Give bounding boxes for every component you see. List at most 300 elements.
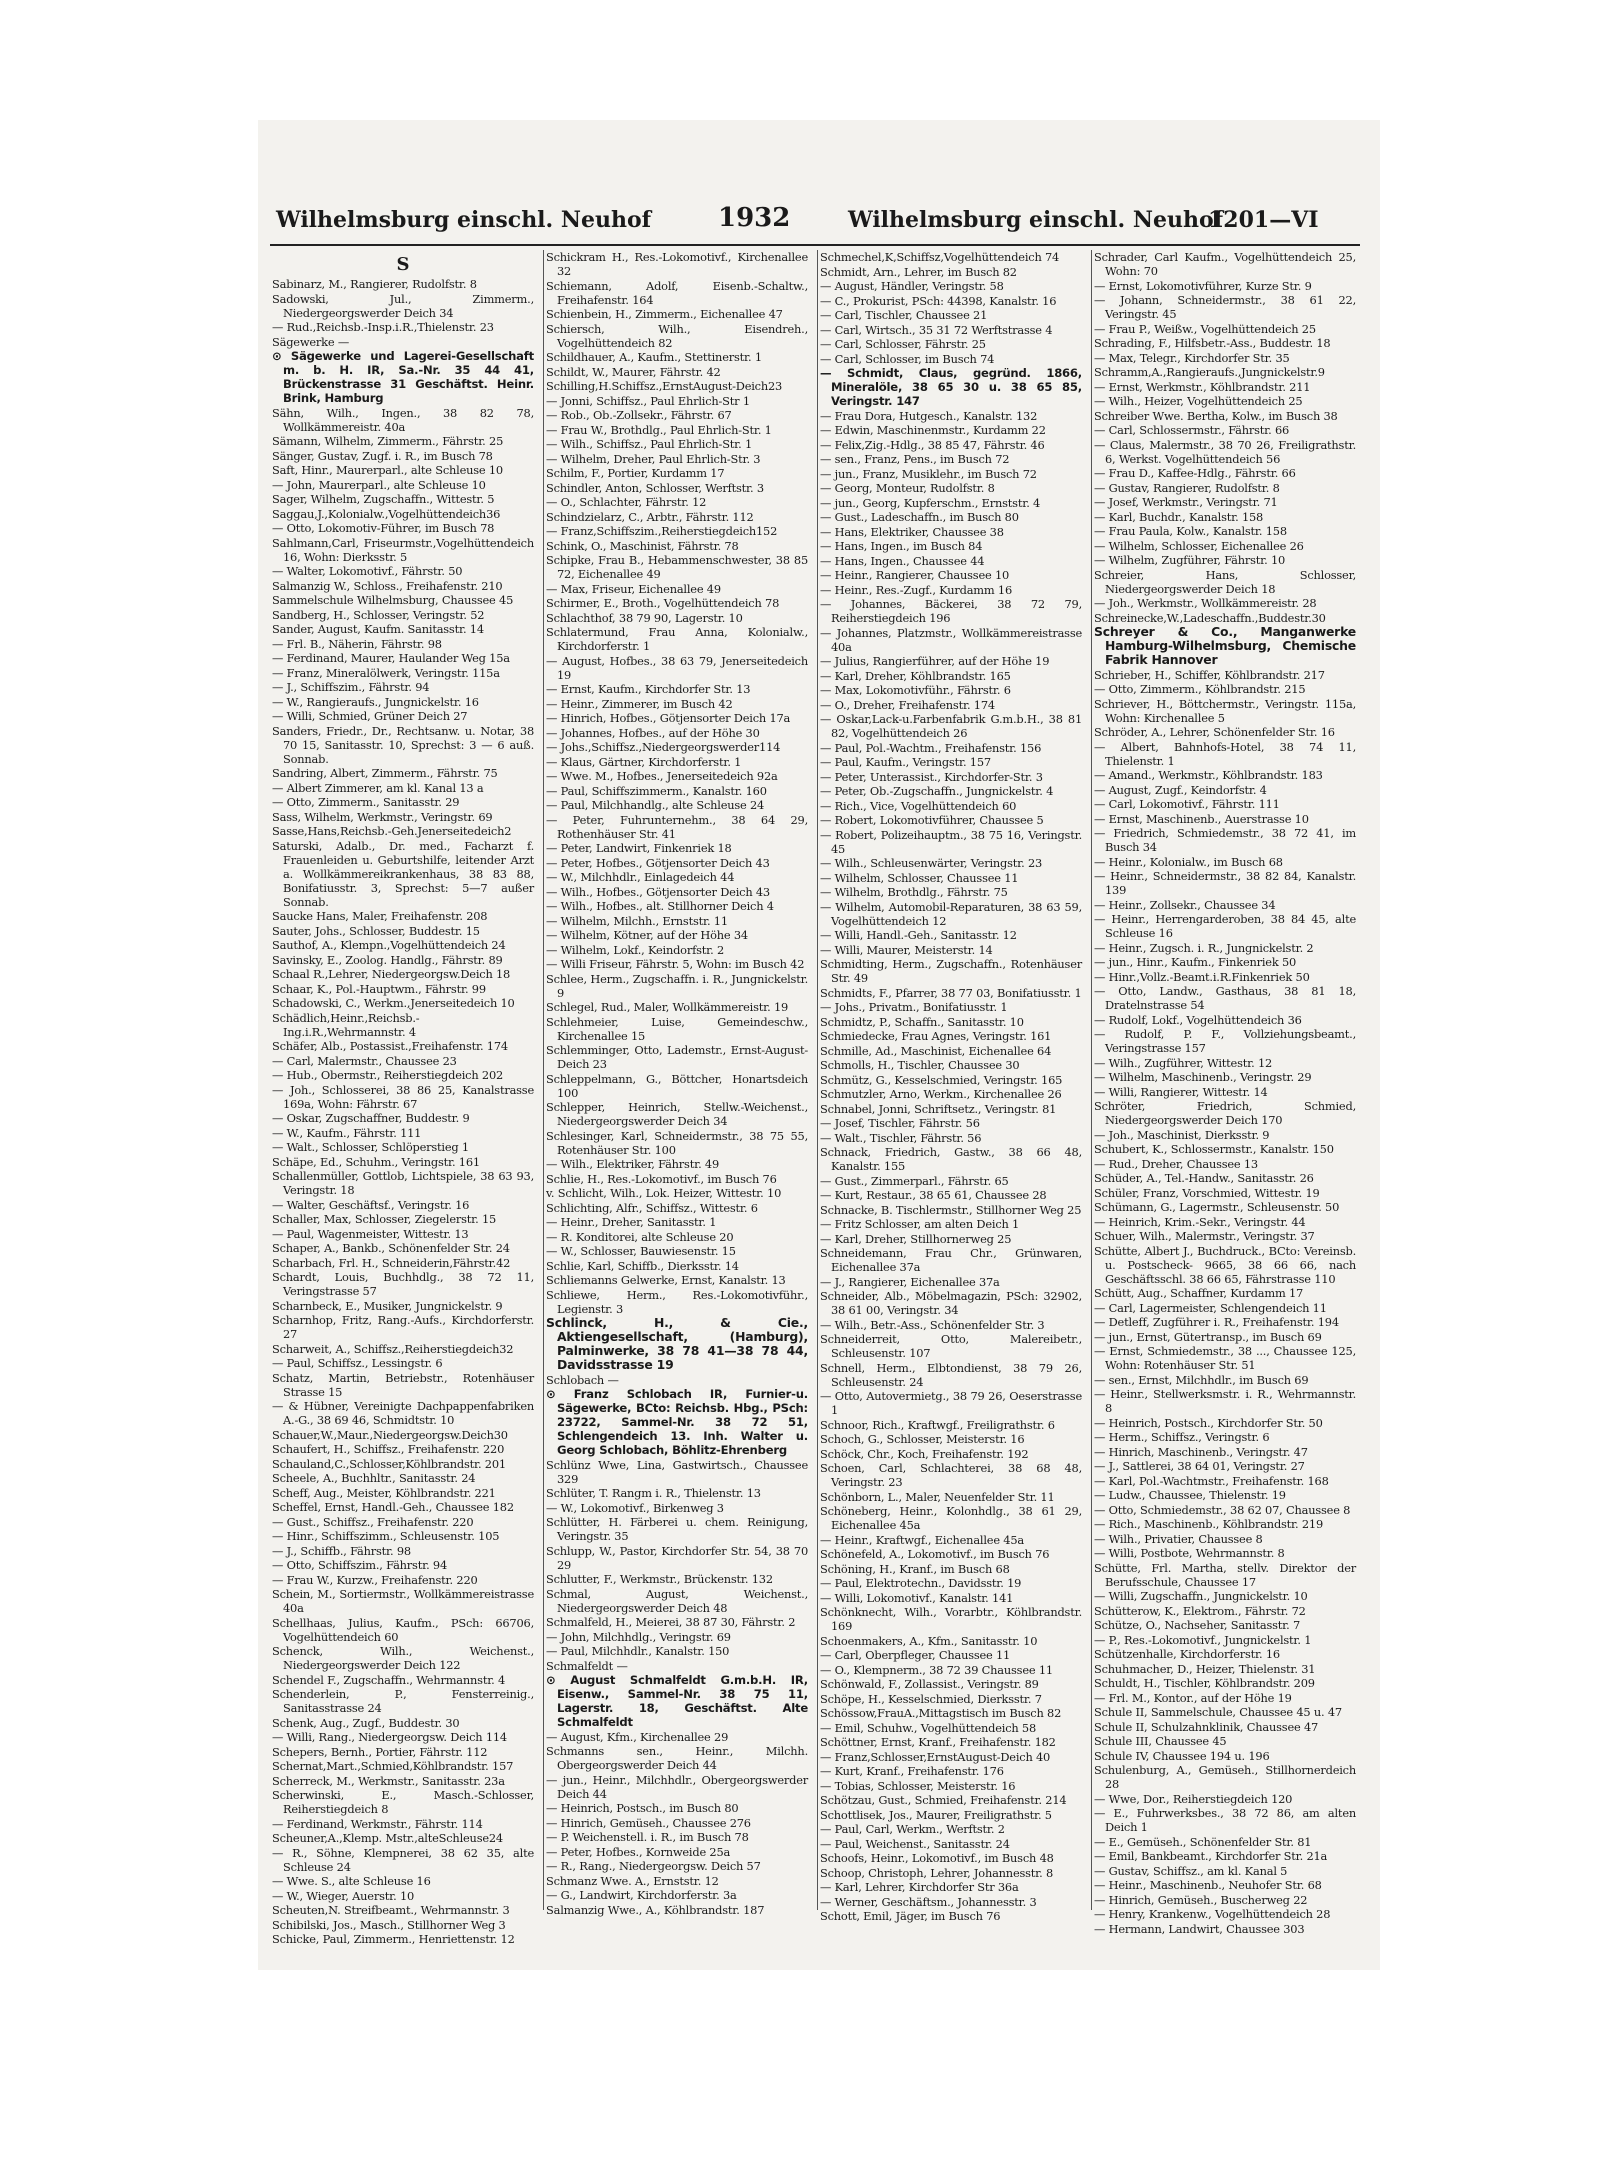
directory-entry: — Heinr., Herrengarderoben, 38 84 45, alte Schleuse 16: [1094, 912, 1356, 940]
directory-entry: — W., Lokomotivf., Birkenweg 3: [546, 1500, 724, 1515]
directory-entry: — Gustav, Rangierer, Rudolfstr. 8: [1094, 480, 1280, 495]
directory-entry: — Josef, Tischler, Fährstr. 56: [820, 1116, 980, 1130]
directory-entry: — Franz, Mineralölwerk, Veringstr. 115a: [272, 665, 500, 680]
directory-entry: Schütte, Frl. Martha, stellv. Direktor der Berufsschule, Chaussee 17: [1094, 1560, 1356, 1589]
directory-entry: Schaper, A., Bankb., Schönenfelder Str. 24: [272, 1241, 510, 1255]
directory-entry: — Willi, Lokomotivf., Kanalstr. 141: [820, 1590, 1014, 1605]
directory-entry: — jun., Hinr., Kaufm., Finkenriek 50: [1094, 955, 1297, 969]
directory-entry: — Peter, Unterassist., Kirchdorfer-Str. 3: [820, 769, 1043, 784]
directory-entry: — August, Zugf., Keindorfstr. 4: [1094, 782, 1267, 797]
directory-entry: Schenck, Wilh., Weichenst., Niedergeorgswerder Deich 122: [272, 1644, 534, 1672]
directory-entry: — Robert, Polizeihauptm., 38 75 16, Veringstr. 45: [820, 827, 1082, 856]
directory-entry: — Heinr., Dreher, Sanitasstr. 1: [546, 1215, 717, 1229]
directory-entry: Schoofs, Heinr., Lokomotivf., im Busch 48: [820, 1851, 1054, 1865]
directory-entry: Scharbach, Frl. H., Schneiderin,Fährstr.42: [272, 1255, 511, 1270]
directory-entry: Schmidt, Arn., Lehrer, im Busch 82: [820, 264, 1017, 279]
directory-entry: Schlichting, Alfr., Schiffsz., Wittestr. 6: [546, 1200, 758, 1215]
directory-entry: — Emil, Schuhw., Vogelhüttendeich 58: [820, 1720, 1037, 1735]
directory-entry: Scharnhop, Fritz, Rang.-Aufs., Kirchdorferstr. 27: [272, 1313, 534, 1341]
directory-entry: — Wilh., Betr.-Ass., Schönenfelder Str. 3: [820, 1317, 1045, 1332]
directory-entry: — Ernst, Lokomotivführer, Kurze Str. 9: [1094, 278, 1312, 293]
directory-entry: — Max, Telegr., Kirchdorfer Str. 35: [1094, 350, 1290, 365]
directory-entry: — Heinr., Stellwerksmstr. i. R., Wehrmannstr. 8: [1094, 1387, 1356, 1415]
directory-entry: Schildhauer, A., Kaufm., Stettinerstr. 1: [546, 350, 762, 364]
directory-entry: Schule IV, Chaussee 194 u. 196: [1094, 1748, 1270, 1763]
directory-entry: — Henry, Krankenw., Vogelhüttendeich 28: [1094, 1907, 1331, 1921]
directory-entry: — Gust., Schiffsz., Freihafenstr. 220: [272, 1514, 474, 1529]
directory-entry: Schilm, F., Portier, Kurdamm 17: [546, 466, 725, 480]
directory-entry: — Heinrich, Postsch., Kirchdorfer Str. 50: [1094, 1415, 1323, 1430]
directory-entry: — Walter, Geschäftsf., Veringstr. 16: [272, 1197, 470, 1212]
directory-entry: Schoch, G., Schlosser, Meisterstr. 16: [820, 1432, 1025, 1446]
directory-entry: Schädlich,Heinr.,Reichsb.-Ing.i.R.,Wehrmannstr. 4: [272, 1010, 420, 1039]
directory-entry: — Walter, Lokomotivf., Fährstr. 50: [272, 564, 463, 578]
directory-entry: Schmidtz, P., Schaffn., Sanitasstr. 10: [820, 1014, 1024, 1029]
section-letter: S: [396, 254, 410, 275]
directory-entry: — Wwe. M., Hofbes., Jenerseitedeich 92a: [546, 769, 778, 783]
directory-entry: Schnacke, B. Tischlermstr., Stillhorner Weg 25: [820, 1202, 1082, 1217]
directory-entry: Schoop, Christoph, Lehrer, Johannesstr. 8: [820, 1865, 1054, 1880]
directory-entry: Schildt, W., Maurer, Fährstr. 42: [546, 364, 721, 379]
directory-entry: Schadowski, C., Werkm.,Jenerseitedeich 10: [272, 996, 515, 1010]
directory-entry: Schernat,Mart.,Schmied,Köhlbrandstr. 157: [272, 1759, 514, 1773]
directory-entry: Schmechel,K,Schiffsz,Vogelhüttendeich 74: [820, 250, 1060, 264]
directory-entry: — Wilh., Hofbes., Götjensorter Deich 43: [546, 884, 770, 899]
directory-entry: — Georg, Monteur, Rudolfstr. 8: [820, 481, 995, 495]
directory-entry: — Johannes, Platzmstr., Wollkämmereistrasse 40a: [820, 625, 1082, 654]
directory-entry: — Willi, Rangierer, Wittestr. 14: [1094, 1084, 1268, 1099]
directory-entry: — O., Schlachter, Fährstr. 12: [546, 495, 707, 509]
directory-entry: Sähn, Wilh., Ingen., 38 82 78, Wollkämmereistr. 40a: [272, 405, 534, 434]
directory-entry: Schaar, K., Pol.-Hauptwm., Fährstr. 99: [272, 981, 486, 996]
directory-entry: Schenk, Aug., Zugf., Buddestr. 30: [272, 1715, 460, 1730]
directory-entry: — C., Prokurist, PSch: 44398, Kanalstr. 16: [820, 293, 1057, 308]
directory-entry: — Carl, Tischler, Chaussee 21: [820, 308, 988, 322]
directory-entry: — E., Fuhrwerksbes., 38 72 86, am alten Deich 1: [1094, 1806, 1356, 1834]
directory-entry: — Karl, Pol.-Wachtmstr., Freihafenstr. 168: [1094, 1473, 1329, 1488]
directory-entry: Schönknecht, Wilh., Vorarbtr., Köhlbrandstr. 169: [820, 1605, 1082, 1633]
directory-entry: — Robert, Lokomotivführer, Chaussee 5: [820, 813, 1044, 827]
directory-entry: — Kurt, Kranf., Freihafenstr. 176: [820, 1764, 1004, 1778]
directory-entry: — Edwin, Maschinenmstr., Kurdamm 22: [820, 423, 1046, 437]
directory-entry: Schlepper, Heinrich, Stellw.-Weichenst., Niedergeorgswerder Deich 34: [546, 1100, 808, 1128]
directory-entry: Schellhaas, Julius, Kaufm., PSch: 66706, Vogelhüttendeich 60: [272, 1615, 534, 1644]
directory-entry: — Otto, Zimmerm., Köhlbrandstr. 215: [1094, 682, 1306, 696]
directory-entry: Saggau,J.,Kolonialw.,Vogelhüttendeich36: [272, 506, 501, 521]
directory-entry: Schmiedecke, Frau Agnes, Veringstr. 161: [820, 1029, 1052, 1043]
directory-entry: — & Hübner, Vereinigte Dachpappenfabriken A.-G., 38 69 46, Schmidtstr. 10: [272, 1399, 534, 1427]
directory-entry: — Wilhelm, Lokf., Keindorfstr. 2: [546, 942, 725, 957]
directory-entry: — Peter, Hofbes., Kornweide 25a: [546, 1844, 731, 1859]
directory-entry: — Peter, Ob.-Zugschaffn., Jungnickelstr. 4: [820, 784, 1054, 798]
directory-entry: — Rob., Ob.-Zollsekr., Fährstr. 67: [546, 408, 732, 422]
directory-entry: — Heinrich, Krim.-Sekr., Veringstr. 44: [1094, 1214, 1306, 1229]
directory-entry: Schlinck, H., & Cie., Aktiengesellschaft, (Hamburg), Palminwerke, 38 78 41—38 78 44, Davidsstrasse 19: [546, 1315, 808, 1372]
directory-entry: Schmütz, G., Kesselschmied, Veringstr. 165: [820, 1072, 1063, 1087]
directory-entry: — Johannes, Bäckerei, 38 72 79, Reiherstiegdeich 196: [820, 597, 1082, 625]
directory-entry: — Herm., Schiffsz., Veringstr. 6: [1094, 1430, 1270, 1444]
directory-entry: Schule II, Sammelschule, Chaussee 45 u. 47: [1094, 1705, 1342, 1719]
directory-entry: Sasse,Hans,Reichsb.-Geh.Jenerseitedeich2: [272, 824, 512, 838]
year-label: 1932: [718, 203, 791, 233]
directory-entry: Schlie, H., Res.-Lokomotivf., im Busch 76: [546, 1171, 777, 1186]
directory-entry: — Gustav, Schiffsz., am kl. Kanal 5: [1094, 1863, 1288, 1878]
directory-entry: Schienbein, H., Zimmerm., Eichenallee 47: [546, 307, 783, 321]
directory-entry: Schössow,FrauA.,Mittagstisch im Busch 82: [820, 1706, 1062, 1720]
directory-entry: Schott, Emil, Jäger, im Busch 76: [820, 1909, 1001, 1923]
directory-entry: Schlesinger, Karl, Schneidermstr., 38 75 55, Rotenhäuser Str. 100: [546, 1128, 808, 1157]
directory-entry: — P. Weichenstell. i. R., im Busch 78: [546, 1830, 749, 1844]
directory-entry: — Hans, Ingen., im Busch 84: [820, 539, 983, 553]
directory-entry: — jun., Franz, Musiklehr., im Busch 72: [820, 466, 1037, 481]
directory-entry: — Frau P., Weißw., Vogelhüttendeich 25: [1094, 321, 1316, 336]
directory-entry: Schümann, G., Lagermstr., Schleusenstr. 50: [1094, 1200, 1340, 1214]
directory-entry: — jun., Heinr., Milchhdlr., Obergeorgswerder Deich 44: [546, 1772, 808, 1801]
directory-entry: Schröder, A., Lehrer, Schönenfelder Str. 16: [1094, 725, 1335, 739]
directory-entry: Schoen, Carl, Schlachterei, 38 68 48, Veringstr. 23: [820, 1461, 1082, 1489]
directory-entry: Schriever, H., Böttchermstr., Veringstr. 115a, Wohn: Kirchenallee 5: [1094, 696, 1356, 725]
directory-entry: Sabinarz, M., Rangierer, Rudolfstr. 8: [272, 277, 477, 291]
directory-entry: — Oskar,Lack-u.Farbenfabrik G.m.b.H., 38 81 82, Vogelhüttendeich 26: [820, 712, 1082, 740]
directory-entry: — Claus, Malermstr., 38 70 26, Freiligrathstr. 6, Werkst. Vogelhüttendeich 56: [1094, 437, 1356, 466]
directory-entry: Sander, August, Kaufm. Sanitasstr. 14: [272, 622, 484, 636]
directory-entry: Schmutzler, Arno, Werkm., Kirchenallee 26: [820, 1087, 1062, 1101]
directory-entry: Schmal, August, Weichenst., Niedergeorgswerder Deich 48: [546, 1586, 808, 1615]
directory-entry: Schreier, Hans, Schlosser, Niedergeorgswerder Deich 18: [1094, 567, 1356, 596]
directory-entry: — Carl, Schlosser, im Busch 74: [820, 351, 995, 366]
directory-entry: — Wilh., Schleusenwärter, Veringstr. 23: [820, 856, 1043, 870]
directory-entry: — John, Milchhdlg., Veringstr. 69: [546, 1629, 731, 1644]
directory-entry: Schaufert, H., Schiffsz., Freihafenstr. 220: [272, 1442, 505, 1456]
directory-entry: — Karl, Buchdr., Kanalstr. 158: [1094, 509, 1264, 524]
directory-entry: — Otto, Schiffszim., Fährstr. 94: [272, 1558, 448, 1572]
directory-entry: — Ferdinand, Maurer, Haulander Weg 15a: [272, 651, 510, 665]
directory-entry: — Willi, Maurer, Meisterstr. 14: [820, 942, 993, 957]
directory-entry: Schmidting, Herm., Zugschaffn., Rotenhäuser Str. 49: [820, 957, 1082, 985]
directory-entry: — Franz,Schiffszim.,Reiherstiegdeich152: [546, 524, 778, 538]
directory-entry: — Ernst, Schmiedemstr., 38 ..., Chaussee 125, Wohn: Rotenhäuser Str. 51: [1094, 1344, 1356, 1372]
directory-entry: Schneiderreit, Otto, Malereibetr., Schleusenstr. 107: [820, 1332, 1082, 1360]
directory-entry: — Detleff, Zugführer i. R., Freihafenstr. 194: [1094, 1315, 1339, 1329]
directory-entry: — Gust., Zimmerparl., Fährstr. 65: [820, 1173, 1009, 1188]
directory-entry: — Heinr., Maschinenb., Neuhofer Str. 68: [1094, 1878, 1322, 1892]
directory-entry: Schenderlein, P., Fensterreinig., Sanitasstrasse 24: [272, 1687, 534, 1715]
directory-entry: Scheuten,N. Streifbeamt., Wehrmannstr. 3: [272, 1903, 510, 1917]
directory-entry: — Wilh., Privatier, Chaussee 8: [1094, 1531, 1263, 1546]
directory-entry: — Wilhelm, Kötner, auf der Höhe 34: [546, 928, 748, 942]
directory-entry: Scharnbeck, E., Musiker, Jungnickelstr. 9: [272, 1298, 503, 1313]
directory-entry: — Frau W., Kurzw., Freihafenstr. 220: [272, 1572, 478, 1587]
directory-entry: Schreyer & Co., Manganwerke Hamburg-Wilhelmsburg, Chemische Fabrik Hannover: [1094, 624, 1356, 667]
directory-entry: — R. Konditorei, alte Schleuse 20: [546, 1229, 734, 1244]
directory-entry: Schmidts, F., Pfarrer, 38 77 03, Bonifatiusstr. 1: [820, 985, 1082, 1000]
directory-entry: Saucke Hans, Maler, Freihafenstr. 208: [272, 909, 488, 923]
directory-entry: — Oskar, Zugschaffner, Buddestr. 9: [272, 1111, 470, 1125]
directory-entry: — Heinr., Res.-Zugf., Kurdamm 16: [820, 582, 1013, 597]
header-rule: [270, 244, 1360, 246]
directory-column-4: [1094, 250, 1356, 1936]
directory-entry: Schröter, Friedrich, Schmied, Niedergeorgswerder Deich 170: [1094, 1099, 1356, 1127]
directory-entry: — W., Milchhdlr., Einlagedeich 44: [546, 870, 735, 884]
directory-entry: — Fritz Schlosser, am alten Deich 1: [820, 1217, 1020, 1231]
directory-entry: — Willi, Zugschaffn., Jungnickelstr. 10: [1094, 1589, 1308, 1603]
directory-entry: Scheuner,A.,Klemp. Mstr.,alteSchleuse24: [272, 1831, 503, 1845]
directory-entry: — Carl, Lagermeister, Schlengendeich 11: [1094, 1300, 1327, 1315]
directory-entry: Schlehmeier, Luise, Gemeindeschw., Kirchenallee 15: [546, 1014, 808, 1043]
directory-entry: — Heinr., Zugsch. i. R., Jungnickelstr. 2: [1094, 940, 1314, 955]
directory-entry: — Johs.,Schiffsz.,Niedergeorgswerder114: [546, 740, 781, 754]
directory-entry: — Friedrich, Schmiedemstr., 38 72 41, im Busch 34: [1094, 826, 1356, 854]
directory-entry: — Hinr.,Vollz.-Beamt.i.R.Finkenriek 50: [1094, 969, 1310, 984]
directory-entry: — Otto, Schmiedemstr., 38 62 07, Chaussee 8: [1094, 1502, 1351, 1517]
directory-entry: — Ernst, Kaufm., Kirchdorfer Str. 13: [546, 682, 751, 696]
directory-entry: — sen., Franz, Pens., im Busch 72: [820, 452, 1010, 466]
directory-entry: — Frl. M., Kontor., auf der Höhe 19: [1094, 1690, 1292, 1705]
directory-entry: — Johann, Schneidermstr., 38 61 22, Veringstr. 45: [1094, 293, 1356, 321]
directory-entry: Schmanz Wwe. A., Ernststr. 12: [546, 1873, 719, 1888]
directory-entry: Sammelschule Wilhelmsburg, Chaussee 45: [272, 593, 514, 607]
directory-entry: — Wwe. S., alte Schleuse 16: [272, 1874, 431, 1888]
directory-entry: — Heinrich, Postsch., im Busch 80: [546, 1801, 739, 1815]
directory-entry: ⊙ August Schmalfeldt G.m.b.H. IR, Eisenw., Sammel-Nr. 38 75 11, Lagerstr. 18, Geschäftst. Alte Schmalfeldt: [546, 1673, 808, 1729]
directory-entry: — Otto, Autovermietg., 38 79 26, Oeserstrasse 1: [820, 1389, 1082, 1417]
directory-entry: Schipke, Frau B., Hebammenschwester, 38 85 72, Eichenallee 49: [546, 553, 808, 581]
directory-entry: Schicke, Paul, Zimmerm., Henriettenstr. 12: [272, 1932, 515, 1946]
directory-entry: Schoenmakers, A., Kfm., Sanitasstr. 10: [820, 1633, 1038, 1648]
directory-entry: — Karl, Dreher, Köhlbrandstr. 165: [820, 668, 1011, 683]
directory-entry: — August, Kfm., Kirchenallee 29: [546, 1729, 729, 1744]
directory-entry: Schuhmacher, D., Heizer, Thielenstr. 31: [1094, 1661, 1316, 1676]
directory-entry: Schaal R.,Lehrer, Niedergeorgsw.Deich 18: [272, 967, 511, 981]
directory-entry: Schindzielarz, C., Arbtr., Fährstr. 112: [546, 509, 754, 524]
directory-entry: Saturski, Adalb., Dr. med., Facharzt f. Frauenleiden u. Geburtshilfe, leitender Arzt a. Wollkämmereikrankenhaus, 38 83 88, Bonifatiusstr. 3, Sprechst: 5—7 außer Sonnab.: [272, 838, 534, 909]
directory-entry: Saft, Hinr., Maurerparl., alte Schleuse 10: [272, 463, 503, 477]
directory-entry: — Paul, Weichenst., Sanitasstr. 24: [820, 1836, 1010, 1851]
directory-entry: — Hinr., Schiffszimm., Schleusenstr. 105: [272, 1529, 500, 1543]
directory-entry: — Karl, Dreher, Stillhornerweg 25: [820, 1231, 1012, 1246]
directory-entry: — Carl, Malermstr., Chaussee 23: [272, 1053, 457, 1068]
directory-entry: Schreinecke,W.,Ladeschaffn.,Buddestr.30: [1094, 610, 1326, 625]
directory-entry: — Joh., Schlosserei, 38 86 25, Kanalstrasse 169a, Wohn: Fährstr. 67: [272, 1082, 534, 1111]
directory-entry: — Wilh., Heizer, Vogelhüttendeich 25: [1094, 394, 1303, 408]
directory-entry: Schöning, H., Kranf., im Busch 68: [820, 1561, 1010, 1576]
directory-entry: Schützenhalle, Kirchdorferstr. 16: [1094, 1647, 1280, 1661]
directory-entry: — August, Hofbes., 38 63 79, Jenerseitedeich 19: [546, 653, 808, 682]
directory-entry: — Wilhelm, Schlosser, Eichenallee 26: [1094, 538, 1304, 553]
directory-entry: — Willi, Rang., Niedergeorgsw. Deich 114: [272, 1730, 507, 1744]
directory-entry: — Willi Friseur, Fährstr. 5, Wohn: im Busch 42: [546, 957, 805, 971]
directory-entry: — Otto, Lokomotiv-Führer, im Busch 78: [272, 521, 495, 535]
directory-entry: Schönefeld, A., Lokomotivf., im Busch 76: [820, 1547, 1050, 1561]
directory-entry: — J., Rangierer, Eichenallee 37a: [820, 1274, 1000, 1289]
directory-entry: Schink, O., Maschinist, Fährstr. 78: [546, 538, 739, 553]
directory-entry: — Paul, Elektrotechn., Davidsstr. 19: [820, 1576, 1022, 1590]
directory-entry: — Walt., Tischler, Fährstr. 56: [820, 1130, 982, 1145]
directory-entry: — Frau Dora, Hutgesch., Kanalstr. 132: [820, 408, 1038, 423]
directory-entry: Schneidemann, Frau Chr., Grünwaren, Eichenallee 37a: [820, 1246, 1082, 1274]
directory-entry: — Schmidt, Claus, gegründ. 1866, Mineralöle, 38 65 30 u. 38 65 85, Veringstr. 147: [820, 366, 1082, 408]
directory-entry: — W., Schlosser, Bauwiesenstr. 15: [546, 1244, 736, 1258]
directory-entry: — Max, Lokomotivführ., Fährstr. 6: [820, 683, 1011, 697]
directory-entry: Sass, Wilhelm, Werkmstr., Veringstr. 69: [272, 809, 493, 824]
directory-entry: — Max, Friseur, Eichenallee 49: [546, 581, 721, 596]
directory-entry: Schütterow, K., Elektrom., Fährstr. 72: [1094, 1603, 1306, 1618]
directory-entry: — Hinrich, Gemüseh., Buscherweg 22: [1094, 1892, 1308, 1907]
directory-entry: — Ferdinand, Werkmstr., Fährstr. 114: [272, 1816, 483, 1831]
directory-entry: — Gust., Ladeschaffn., im Busch 80: [820, 510, 1019, 524]
directory-entry: Schrader, Carl Kaufm., Vogelhüttendeich 25, Wohn: 70: [1094, 250, 1356, 278]
directory-entry: — Emil, Bankbeamt., Kirchdorfer Str. 21a: [1094, 1849, 1328, 1863]
directory-entry: Sänger, Gustav, Zugf. i. R., im Busch 78: [272, 448, 493, 463]
directory-entry: — Wilh., Schiffsz., Paul Ehrlich-Str. 1: [546, 437, 753, 451]
directory-entry: Schauer,W.,Maur.,Niedergeorgsw.Deich30: [272, 1427, 508, 1442]
directory-entry: Schlemminger, Otto, Lademstr., Ernst-August-Deich 23: [546, 1043, 808, 1071]
directory-entry: Schöpe, H., Kesselschmied, Dierksstr. 7: [820, 1691, 1042, 1706]
directory-entry: — Rudolf, P. F., Vollziehungsbeamt., Veringstrasse 157: [1094, 1027, 1356, 1055]
directory-entry: — Hermann, Landwirt, Chaussee 303: [1094, 1921, 1305, 1936]
directory-entry: Schönwald, F., Zollassist., Veringstr. 89: [820, 1677, 1039, 1691]
directory-entry: Schibilski, Jos., Masch., Stillhorner Weg 3: [272, 1917, 506, 1932]
directory-entry: Sämann, Wilhelm, Zimmerm., Fährstr. 25: [272, 434, 504, 448]
directory-entry: — Johs., Privatm., Bonifatiusstr. 1: [820, 1000, 1008, 1014]
directory-entry: Sandberg, H., Schlosser, Veringstr. 52: [272, 607, 485, 622]
directory-entry: — Jonni, Schiffsz., Paul Ehrlich-Str 1: [546, 393, 750, 408]
directory-entry: Schendel F., Zugschaffn., Wehrmannstr. 4: [272, 1672, 506, 1687]
directory-entry: — Paul, Wagenmeister, Wittestr. 13: [272, 1226, 469, 1241]
directory-entry: — Wilh., Elektriker, Fährstr. 49: [546, 1157, 719, 1171]
directory-entry: Schmanns sen., Heinr., Milchh. Obergeorgswerder Deich 44: [546, 1744, 808, 1772]
directory-entry: Schütt, Aug., Schaffner, Kurdamm 17: [1094, 1286, 1304, 1300]
page-header: [270, 203, 1360, 237]
directory-entry: — Wilhelm, Dreher, Paul Ehrlich-Str. 3: [546, 451, 761, 466]
directory-entry: — W., Kaufm., Fährstr. 111: [272, 1125, 422, 1140]
directory-entry: Schöck, Chr., Koch, Freihafenstr. 192: [820, 1446, 1029, 1461]
directory-entry: Schäpe, Ed., Schuhm., Veringstr. 161: [272, 1154, 480, 1169]
directory-entry: Salmanzig W., Schloss., Freihafenstr. 210: [272, 578, 503, 593]
directory-entry: — Rich., Maschinenb., Köhlbrandstr. 219: [1094, 1517, 1324, 1531]
directory-entry: Sauter, Johs., Schlosser, Buddestr. 15: [272, 923, 480, 938]
directory-entry: — Heinr., Zollsekr., Chaussee 34: [1094, 897, 1276, 912]
directory-entry: Schleppelmann, G., Böttcher, Honartsdeich 100: [546, 1071, 808, 1100]
directory-entry: — Johannes, Hofbes., auf der Höhe 30: [546, 725, 760, 740]
directory-entry: — Wilhelm, Brothdlg., Fährstr. 75: [820, 885, 1008, 899]
directory-entry: Schliewe, Herm., Res.-Lokomotivführ., Legienstr. 3: [546, 1287, 808, 1316]
directory-entry: Schottlisek, Jos., Maurer, Freiligrathstr. 5: [820, 1807, 1052, 1822]
directory-entry: — Rich., Vice, Vogelhüttendeich 60: [820, 798, 1017, 813]
directory-entry: Schnell, Herm., Elbtondienst, 38 79 26, Schleusenstr. 24: [820, 1360, 1082, 1389]
directory-entry: Schmolls, H., Tischler, Chaussee 30: [820, 1058, 1020, 1072]
directory-entry: Schirmer, E., Broth., Vogelhüttendeich 78: [546, 596, 780, 610]
directory-entry: Schindler, Anton, Schlosser, Werftstr. 3: [546, 480, 764, 495]
directory-entry: — Carl, Schlosser, Fährstr. 25: [820, 337, 986, 351]
directory-entry: — Felix,Zig.-Hdlg., 38 85 47, Fährstr. 46: [820, 437, 1045, 452]
directory-entry: Scheele, A., Buchhltr., Sanitasstr. 24: [272, 1471, 476, 1485]
directory-column-1: [272, 250, 534, 1946]
directory-entry: — Willi, Postbote, Wehrmannstr. 8: [1094, 1546, 1285, 1560]
directory-column-3: [820, 250, 1082, 1923]
directory-entry: — Karl, Lehrer, Kirchdorfer Str 36a: [820, 1880, 1019, 1894]
directory-entry: Schäfer, Alb., Postassist.,Freihafenstr. 174: [272, 1039, 508, 1053]
directory-entry: — jun., Georg, Kupferschm., Ernststr. 4: [820, 495, 1041, 510]
directory-entry: Schmalfeldt —: [546, 1658, 628, 1673]
directory-entry: — R., Söhne, Klempnerei, 38 62 35, alte Schleuse 24: [272, 1845, 534, 1874]
directory-entry: — Joh., Maschinist, Dierksstr. 9: [1094, 1127, 1270, 1142]
directory-entry: Savinsky, E., Zoolog. Handlg., Fährstr. 89: [272, 952, 503, 967]
directory-entry: — Peter, Landwirt, Finkenriek 18: [546, 841, 732, 855]
directory-entry: — Hinrich, Hofbes., Götjensorter Deich 17a: [546, 711, 791, 725]
directory-entry: — Werner, Geschäftsm., Johannesstr. 3: [820, 1894, 1037, 1909]
directory-entry: — Hans, Elektriker, Chaussee 38: [820, 524, 1004, 539]
directory-entry: Scheff, Aug., Meister, Köhlbrandstr. 221: [272, 1485, 496, 1500]
directory-entry: Schnoor, Rich., Kraftwgf., Freiligrathstr. 6: [820, 1417, 1055, 1432]
page-number: 1201—VI: [1208, 207, 1319, 233]
directory-entry: Schlie, Karl, Schiffb., Dierksstr. 14: [546, 1258, 739, 1273]
directory-entry: — J., Sattlerei, 38 64 01, Veringstr. 27: [1094, 1459, 1305, 1473]
directory-entry: Schötzau, Gust., Schmied, Freihafenstr. 214: [820, 1793, 1067, 1807]
directory-entry: — Carl, Schlossermstr., Fährstr. 66: [1094, 423, 1290, 437]
directory-entry: Schramm,A.,Rangieraufs.,Jungnickelstr.9: [1094, 365, 1325, 379]
directory-entry: Schöneberg, Heinr., Kolonhdlg., 38 61 29, Eichenallee 45a: [820, 1504, 1082, 1532]
directory-entry: — Heinr., Zimmerer, im Busch 42: [546, 696, 733, 711]
directory-entry: — Paul, Schiffszimmerm., Kanalstr. 160: [546, 783, 767, 798]
directory-entry: Schöttner, Ernst, Kranf., Freihafenstr. 182: [820, 1735, 1056, 1749]
directory-entry: Schallenmüller, Gottlob, Lichtspiele, 38 63 93, Veringstr. 18: [272, 1169, 534, 1197]
directory-entry: Schlupp, W., Pastor, Kirchdorfer Str. 54, 38 70 29: [546, 1543, 808, 1572]
directory-entry: — Carl, Oberpfleger, Chaussee 11: [820, 1648, 1011, 1662]
directory-entry: Schreiber Wwe. Bertha, Kolw., im Busch 38: [1094, 408, 1338, 423]
directory-entry: Schlegel, Rud., Maler, Wollkämmereistr. 19: [546, 1000, 789, 1014]
directory-entry: Schulenburg, A., Gemüseh., Stillhornerdeich 28: [1094, 1763, 1356, 1791]
directory-entry: Schlutter, F., Werkmstr., Brückenstr. 132: [546, 1572, 773, 1586]
directory-entry: — Wilhelm, Automobil-Reparaturen, 38 63 59, Vogelhüttendeich 12: [820, 899, 1082, 928]
directory-entry: — Wilh., Hofbes., alt. Stillhorner Deich 4: [546, 899, 774, 913]
directory-entry: Salmanzig Wwe., A., Köhlbrandstr. 187: [546, 1902, 765, 1917]
directory-entry: Schlütter, H. Färberei u. chem. Reinigung, Veringstr. 35: [546, 1515, 808, 1543]
directory-entry: — Ludw., Chaussee, Thielenstr. 19: [1094, 1488, 1286, 1502]
directory-entry: — Wilhelm, Schlosser, Chaussee 11: [820, 870, 1019, 885]
directory-entry: — Rudolf, Lokf., Vogelhüttendeich 36: [1094, 1012, 1302, 1027]
directory-entry: — August, Händler, Veringstr. 58: [820, 279, 1004, 293]
directory-entry: — Klaus, Gärtner, Kirchdorferstr. 1: [546, 754, 742, 769]
directory-entry: Sägewerke —: [272, 334, 350, 349]
directory-entry: — E., Gemüseh., Schönenfelder Str. 81: [1094, 1834, 1312, 1849]
directory-entry: Schneider, Alb., Möbelmagazin, PSch: 32902, 38 61 00, Veringstr. 34: [820, 1289, 1082, 1317]
directory-entry: — Paul, Pol.-Wachtm., Freihafenstr. 156: [820, 740, 1042, 755]
directory-entry: — sen., Ernst, Milchhdlr., im Busch 69: [1094, 1372, 1309, 1387]
running-title-right: Wilhelmsburg einschl. Neuhof: [848, 207, 1224, 233]
directory-column-2: [546, 250, 808, 1917]
directory-entry: — Hans, Ingen., Chaussee 44: [820, 553, 985, 568]
directory-entry: — Albert, Bahnhofs-Hotel, 38 74 11, Thielenstr. 1: [1094, 739, 1356, 768]
directory-entry: — Ernst, Maschinenb., Auerstrasse 10: [1094, 811, 1309, 826]
directory-entry: — Frau Paula, Kolw., Kanalstr. 158: [1094, 524, 1287, 538]
directory-entry: — Tobias, Schlosser, Meisterstr. 16: [820, 1778, 1016, 1793]
directory-entry: Schilling,H.Schiffsz.,ErnstAugust-Deich23: [546, 379, 783, 393]
directory-entry: — Hinrich, Gemüseh., Chaussee 276: [546, 1815, 751, 1830]
directory-entry: — J., Schiffszim., Fährstr. 94: [272, 680, 430, 694]
running-title-left: Wilhelmsburg einschl. Neuhof: [276, 207, 652, 233]
directory-entry: — Josef, Werkmstr., Veringstr. 71: [1094, 495, 1278, 509]
directory-entry: — Heinr., Schneidermstr., 38 82 84, Kanalstr. 139: [1094, 869, 1356, 897]
directory-entry: — Paul, Carl, Werkm., Werftstr. 2: [820, 1822, 1005, 1836]
directory-entry: — Otto, Zimmerm., Sanitasstr. 29: [272, 795, 460, 809]
directory-entry: Schrading, F., Hilfsbetr.-Ass., Buddestr. 18: [1094, 336, 1331, 350]
directory-entry: — Paul, Milchhandlg., alte Schleuse 24: [546, 798, 765, 812]
directory-entry: — O., Dreher, Freihafenstr. 174: [820, 697, 995, 712]
directory-entry: — Hinrich, Maschinenb., Veringstr. 47: [1094, 1444, 1308, 1459]
directory-entry: — Paul, Milchhdlr., Kanalstr. 150: [546, 1644, 730, 1658]
directory-entry: Schlee, Herm., Zugschaffn. i. R., Jungnickelstr. 9: [546, 971, 808, 1000]
